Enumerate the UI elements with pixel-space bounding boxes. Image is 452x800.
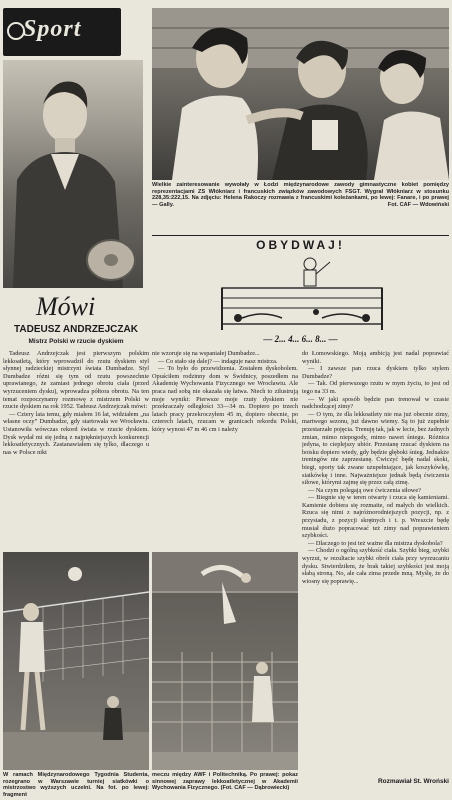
boxing-ring-cartoon [192,252,412,332]
gymnasts-photo [152,8,449,180]
divider [152,235,449,236]
paragraph: — Tak. Od pierwszego rzutu w mym życiu, to jest od tego na 33 m. [302,380,449,395]
gymnasts-caption-credit: Fot. CAF — Wdowiński [387,201,449,208]
paragraph: — Dlaczego to jest też ważne dla mistrza dyskobola? [308,539,443,547]
paragraph: — W jaki sposób będzie pan trenował w czasie nadchodzącej zimy? [302,395,449,411]
paragraph: — Na czym polegają owe ćwiczenia siłowe? [308,486,421,494]
paragraph: — I zawsze pan rzuca dyskiem tylko stylem Dumbadze? [302,365,449,380]
portrait-photo [3,60,143,288]
paragraph: — Cztery lata temu, gdy miałem 16 lat, widziałem „na własne oczy” Dumbadze, gdy startowała we Wrocławiu. Ustanowiła wówczas rekord świata w rzucie dyskiem. Dysk wydał mi się jedną z najpiękniejszych konkurencji lekkoatletycznych. Zastanawiałem się tylko, dlaczego u nas w Polsce nikt [3,410,149,456]
volleyball-caption: W ramach Międzynarodowego Tygodnia Studenta, rozegrano w Warszawie turniej siatkówki o mistrzostwo wyższych uczelni. Na fot. po lewej: fragment [3,772,149,798]
cartoon-panel [152,238,449,346]
byline: Rozmawiał St. Wroński [377,778,449,785]
paragraph: — To było do przewidzenia. Zostałem dyskobolem. Opuściłem rodzinny dom w Świdnicy, poszedłem na Akademię Wychowania Fizycznego we Wrocławiu. Ale praca nad sobą nie okazała się łatwa. Niech to zilustrują moje wyniki: Pierwsze moje rzuty dyskiem nie przekraczały odległości 33—34 m. Dopiero po trzech latach pracy przekroczyłem 45 m, dopiero obecnie, po czterech latach, rzucam w granicach rekordu Polski, który wynosi 47 m 46 cm i należy [152,365,298,433]
gymnasts-illustration [152,8,449,180]
article-column-1 [3,350,149,550]
paragraph: — O tym, że dla lekkoatlety nie ma już obecnie zimy, martwego sezonu, już dawno wiemy. Są to już zupełnie przestarzałe pojęcia. Trenuję tak, jak w lecie, bez żadnych zmian, mimo niepogody, mimo nawet śniegu. Różnica jedyna, to cieplejszy ubiór. Przestanę rzucać dyskiem na boisku dopiero wtedy, gdy będzie głęboki śnieg. Jednakże treningów nie zaprzestanę. Ćwiczyć będę nadal skoki, biegi, sporty tak zwane uzupełniające, jak koszykówkę, siatkówkę i inne. Najważniejsze jednak będą ćwiczenia siłowe, którymi zajmę się przez całą zimę. [302,410,449,487]
cartoon-count: — 2... 4... 6... 8... — [263,334,338,344]
paragraph: — Biegnie się w teren otwarty i rzuca się kamieniami. Kamienie dobiera się rozmaite, od małych do wielkich. Rzuca się nimi z najróżnorodniejszych pozycji, np. z przysiadu, z pozycji skrętnych i t. p. Wreszcie będę musiał dużo popracować też zimy nad poprawieniem szybkości. [302,494,449,540]
article-subtitle: Mistrz Polski w rzucie dyskiem [28,338,124,345]
cartoon-title: OBYDWAJ! [256,238,345,252]
paragraph: — Co stało się dalej? — indaguje nasz mistrza. [158,357,278,365]
article-title: TADEUSZ ANDRZEJCZAK [14,324,138,335]
mowi-heading: Mówi [36,292,96,321]
section-title: Sport [23,16,82,42]
paragraph: nie wzoruje się na wspaniałej Dumbadze... [152,350,260,357]
gymnasts-caption [152,182,449,234]
volleyball-illustration [3,552,149,770]
paragraph: do Łomowskiego. Moją ambicją jest nadal poprawiać wyniki. [302,350,449,365]
gymnasts-caption-text: Wielkie zainteresowanie wywołały w Łodzi międzynarodowe zawody gimnastyczne kobiet pomiędzy reprezentacjami ZS Włókniarz i francuskich związków zawodowych FSGT. Wygrał Włókniarz w stosunku 228,35:222,15. Na zdjęciu: Helena Rakoczy rozmawia z francuskimi koleżankami, po lewej: Fanare, i po prawej — Gally. [152,182,449,208]
gym-training-caption: meczu między AWF i Politechniką. Po prawej: pokaz sinnowej zaprawy lekkoatletycznej w Akademii Wychowania Fizycznego. (Fot. CAF — Dąbrowiecki) [152,772,298,792]
gym-training-illustration [152,552,298,770]
athlete-portrait-illustration [3,60,143,288]
paragraph: Tadeusz Andrzejczak jest pierwszym polskim lekkoatletą, który wprowadził do rzutu dyskiem styl słynnej radzieckiej mistrzyni świata Dumbadze. Styl Dumbadze różni się tym od rzutu powszechnie uprawianego, że zamiast jednego obrotu ciała (przed wyrzuceniem dysku), wprowadza półtora obrotu. Na ten temat rozpoczynamy rozmowę z mistrzem Polski w rzucie dyskiem na rok 1952. Tadeusz Andrzejczak mówi: [3,350,149,411]
section-header [3,8,121,56]
article-column-3 [302,350,449,772]
gym-training-photo [152,552,298,770]
paragraph: — Chodzi o ogólną szybkość ciała. Szybki bieg, szybki wyrzut, w rezultacie szybki obrót ciała przy wyrzucaniu dysku. Stwierdziłem, że brak takiej szybkości jest moją słabą stroną. No, ale cała zima przede mną. Myślę, że do wiosny się poprawię... [302,547,449,585]
article-column-2 [152,350,298,550]
volleyball-photo [3,552,149,770]
